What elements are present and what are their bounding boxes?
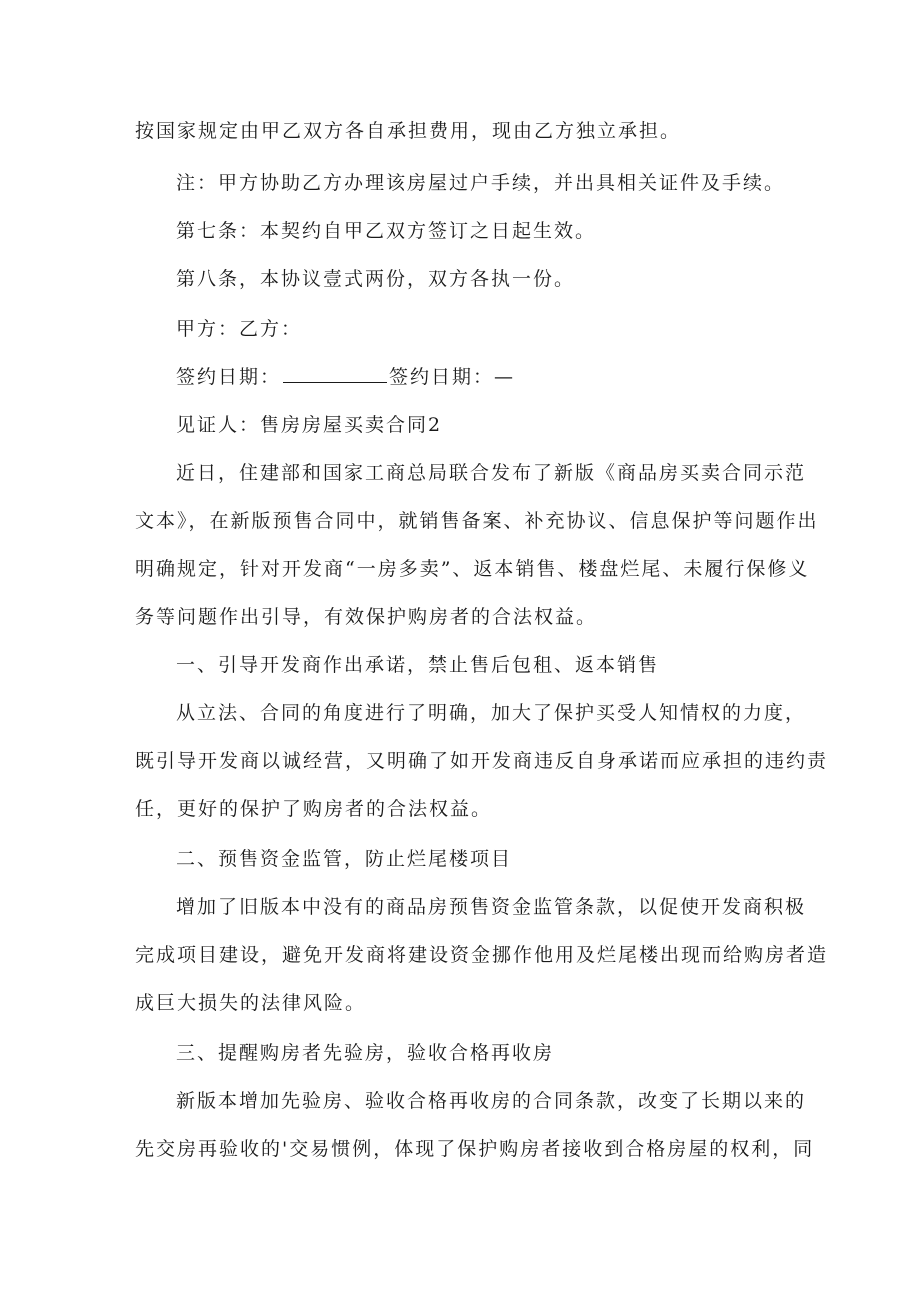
paragraph-line: 近日，住建部和国家工商总局联合发布了新版《商品房买卖合同示范 <box>176 462 807 484</box>
paragraph-line: 务等问题作出引导，有效保护购房者的合法权益。 <box>135 606 598 628</box>
article-seven: 第七条：本契约自甲乙双方签订之日起生效。 <box>176 220 597 242</box>
paragraph-line: 增加了旧版本中没有的商品房预售资金监管条款，以促使开发商积极 <box>176 896 807 918</box>
party-line: 甲方：乙方： <box>176 318 303 340</box>
paragraph-line: 任，更好的保护了购房者的合法权益。 <box>135 798 493 820</box>
paragraph-line: 新版本增加先验房、验收合格再收房的合同条款，改变了长期以来的 <box>176 1090 807 1112</box>
article-eight: 第八条，本协议壹式两份，双方各执一份。 <box>176 268 576 290</box>
paragraph-line: 按国家规定由甲乙双方各自承担费用，现由乙方独立承担。 <box>135 120 682 142</box>
paragraph-line: 文本》，在新版预售合同中，就销售备案、补充协议、信息保护等问题作出 <box>135 510 819 532</box>
section-heading: 三、提醒购房者先验房，验收合格再收房 <box>176 1042 555 1064</box>
witness-line: 见证人：售房房屋买卖合同2 <box>176 414 443 436</box>
signature-blank <box>283 366 387 383</box>
paragraph-line: 完成项目建设，避免开发商将建设资金挪作他用及烂尾楼出现而给购房者造 <box>135 944 829 966</box>
paragraph-line: 明确规定，针对开发商“一房多卖”、返本销售、楼盘烂尾、未履行保修义 <box>135 558 810 580</box>
signature-date-line <box>176 364 515 390</box>
paragraph-line: 既引导开发商以诚经营，又明确了如开发商违反自身承诺而应承担的违约责 <box>135 750 829 772</box>
signature-date-label: 签约日期： <box>176 366 282 388</box>
paragraph-line: 成巨大损失的法律风险。 <box>135 992 367 1014</box>
paragraph-line: 从立法、合同的角度进行了明确，加大了保护买受人知情权的力度， <box>176 702 807 724</box>
signature-date-label-2: 签约日期：— <box>389 366 516 388</box>
section-heading: 二、预售资金监管，防止烂尾楼项目 <box>176 848 513 870</box>
section-heading: 一、引导开发商作出承诺，禁止售后包租、返本销售 <box>176 654 660 676</box>
note-line: 注：甲方协助乙方办理该房屋过户手续，并出具相关证件及手续。 <box>176 172 786 194</box>
paragraph-line: 先交房再验收的'交易惯例，体现了保护购房者接收到合格房屋的权利，同 <box>135 1138 815 1160</box>
